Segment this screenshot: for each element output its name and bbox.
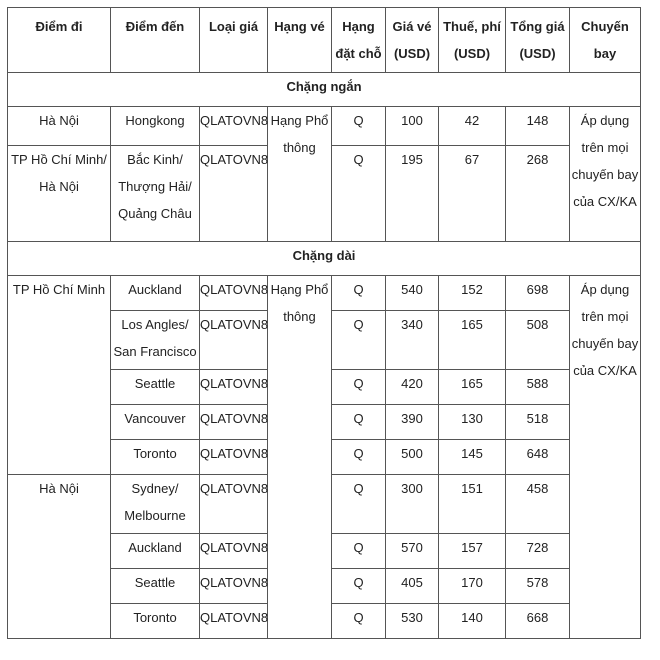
cell-booking: Q [332,604,386,639]
header-cell: Điểm đi [8,8,111,73]
cell-booking: Q [332,107,386,146]
cell-price: 340 [386,311,439,370]
cell-tax: 67 [439,146,506,242]
header-cell: Giá vé (USD) [386,8,439,73]
header-cell: Hạng vé [268,8,332,73]
cell-from: Hà Nội [8,475,111,639]
cell-total: 268 [506,146,570,242]
cell-total: 508 [506,311,570,370]
cell-to: Auckland [111,276,200,311]
cell-class-empty [268,370,332,639]
cell-booking: Q [332,405,386,440]
cell-class: Hạng Phổ thông [268,107,332,242]
cell-fare: QLATOVN8 [200,146,268,242]
cell-price: 390 [386,405,439,440]
cell-fare: QLATOVN8 [200,475,268,534]
cell-price: 530 [386,604,439,639]
cell-to: Toronto [111,604,200,639]
cell-to: Bắc Kinh/ Thượng Hải/ Quảng Châu [111,146,200,242]
cell-tax: 165 [439,370,506,405]
cell-to: Los Angles/ San Francisco [111,311,200,370]
cell-booking: Q [332,146,386,242]
cell-total: 728 [506,534,570,569]
cell-total: 648 [506,440,570,475]
cell-price: 195 [386,146,439,242]
cell-total: 588 [506,370,570,405]
cell-total: 458 [506,475,570,534]
cell-from: TP Hồ Chí Minh/ Hà Nội [8,146,111,242]
cell-from: TP Hồ Chí Minh [8,276,111,475]
cell-price: 300 [386,475,439,534]
header-cell: Điểm đến [111,8,200,73]
cell-flight: Áp dụng trên mọi chuyến bay của CX/KA [570,276,641,405]
fare-table [7,7,641,639]
cell-total: 698 [506,276,570,311]
cell-booking: Q [332,440,386,475]
section-row-long [8,242,641,276]
table-row [8,107,641,146]
cell-total: 668 [506,604,570,639]
cell-fare: QLATOVN8 [200,311,268,370]
cell-class: Hạng Phổ thông [268,276,332,370]
cell-price: 405 [386,569,439,604]
cell-price: 540 [386,276,439,311]
cell-booking: Q [332,311,386,370]
cell-fare: QLATOVN8 [200,405,268,440]
cell-price: 100 [386,107,439,146]
cell-tax: 140 [439,604,506,639]
cell-booking: Q [332,370,386,405]
header-cell: Thuế, phí (USD) [439,8,506,73]
cell-from: Hà Nội [8,107,111,146]
cell-booking: Q [332,475,386,534]
cell-booking: Q [332,569,386,604]
header-row [8,8,641,73]
cell-to: Vancouver [111,405,200,440]
cell-price: 500 [386,440,439,475]
cell-total: 578 [506,569,570,604]
cell-tax: 145 [439,440,506,475]
header-cell: Chuyến bay [570,8,641,73]
cell-fare: QLATOVN8 [200,569,268,604]
cell-flight: Áp dụng trên mọi chuyến bay của CX/KA [570,107,641,242]
cell-booking: Q [332,534,386,569]
header-cell: Loại giá [200,8,268,73]
header-cell: Tổng giá (USD) [506,8,570,73]
cell-to: Seattle [111,569,200,604]
cell-tax: 42 [439,107,506,146]
cell-fare: QLATOVN8 [200,440,268,475]
cell-to: Toronto [111,440,200,475]
cell-fare: QLATOVN8 [200,604,268,639]
header-cell: Hạng đặt chỗ [332,8,386,73]
cell-fare: QLATOVN8 [200,370,268,405]
cell-to: Sydney/ Melbourne [111,475,200,534]
cell-booking: Q [332,276,386,311]
table-row [8,276,641,311]
cell-tax: 130 [439,405,506,440]
cell-fare: QLATOVN8 [200,276,268,311]
section-row-short [8,73,641,107]
cell-price: 420 [386,370,439,405]
cell-to: Auckland [111,534,200,569]
cell-flight-empty [570,405,641,639]
section-title-long: Chặng dài [8,242,641,276]
cell-to: Hongkong [111,107,200,146]
cell-to: Seattle [111,370,200,405]
cell-tax: 170 [439,569,506,604]
cell-total: 518 [506,405,570,440]
cell-price: 570 [386,534,439,569]
cell-fare: QLATOVN8 [200,107,268,146]
cell-fare: QLATOVN8 [200,534,268,569]
cell-tax: 152 [439,276,506,311]
cell-tax: 157 [439,534,506,569]
cell-tax: 151 [439,475,506,534]
cell-total: 148 [506,107,570,146]
section-title-short: Chặng ngắn [8,73,641,107]
cell-tax: 165 [439,311,506,370]
